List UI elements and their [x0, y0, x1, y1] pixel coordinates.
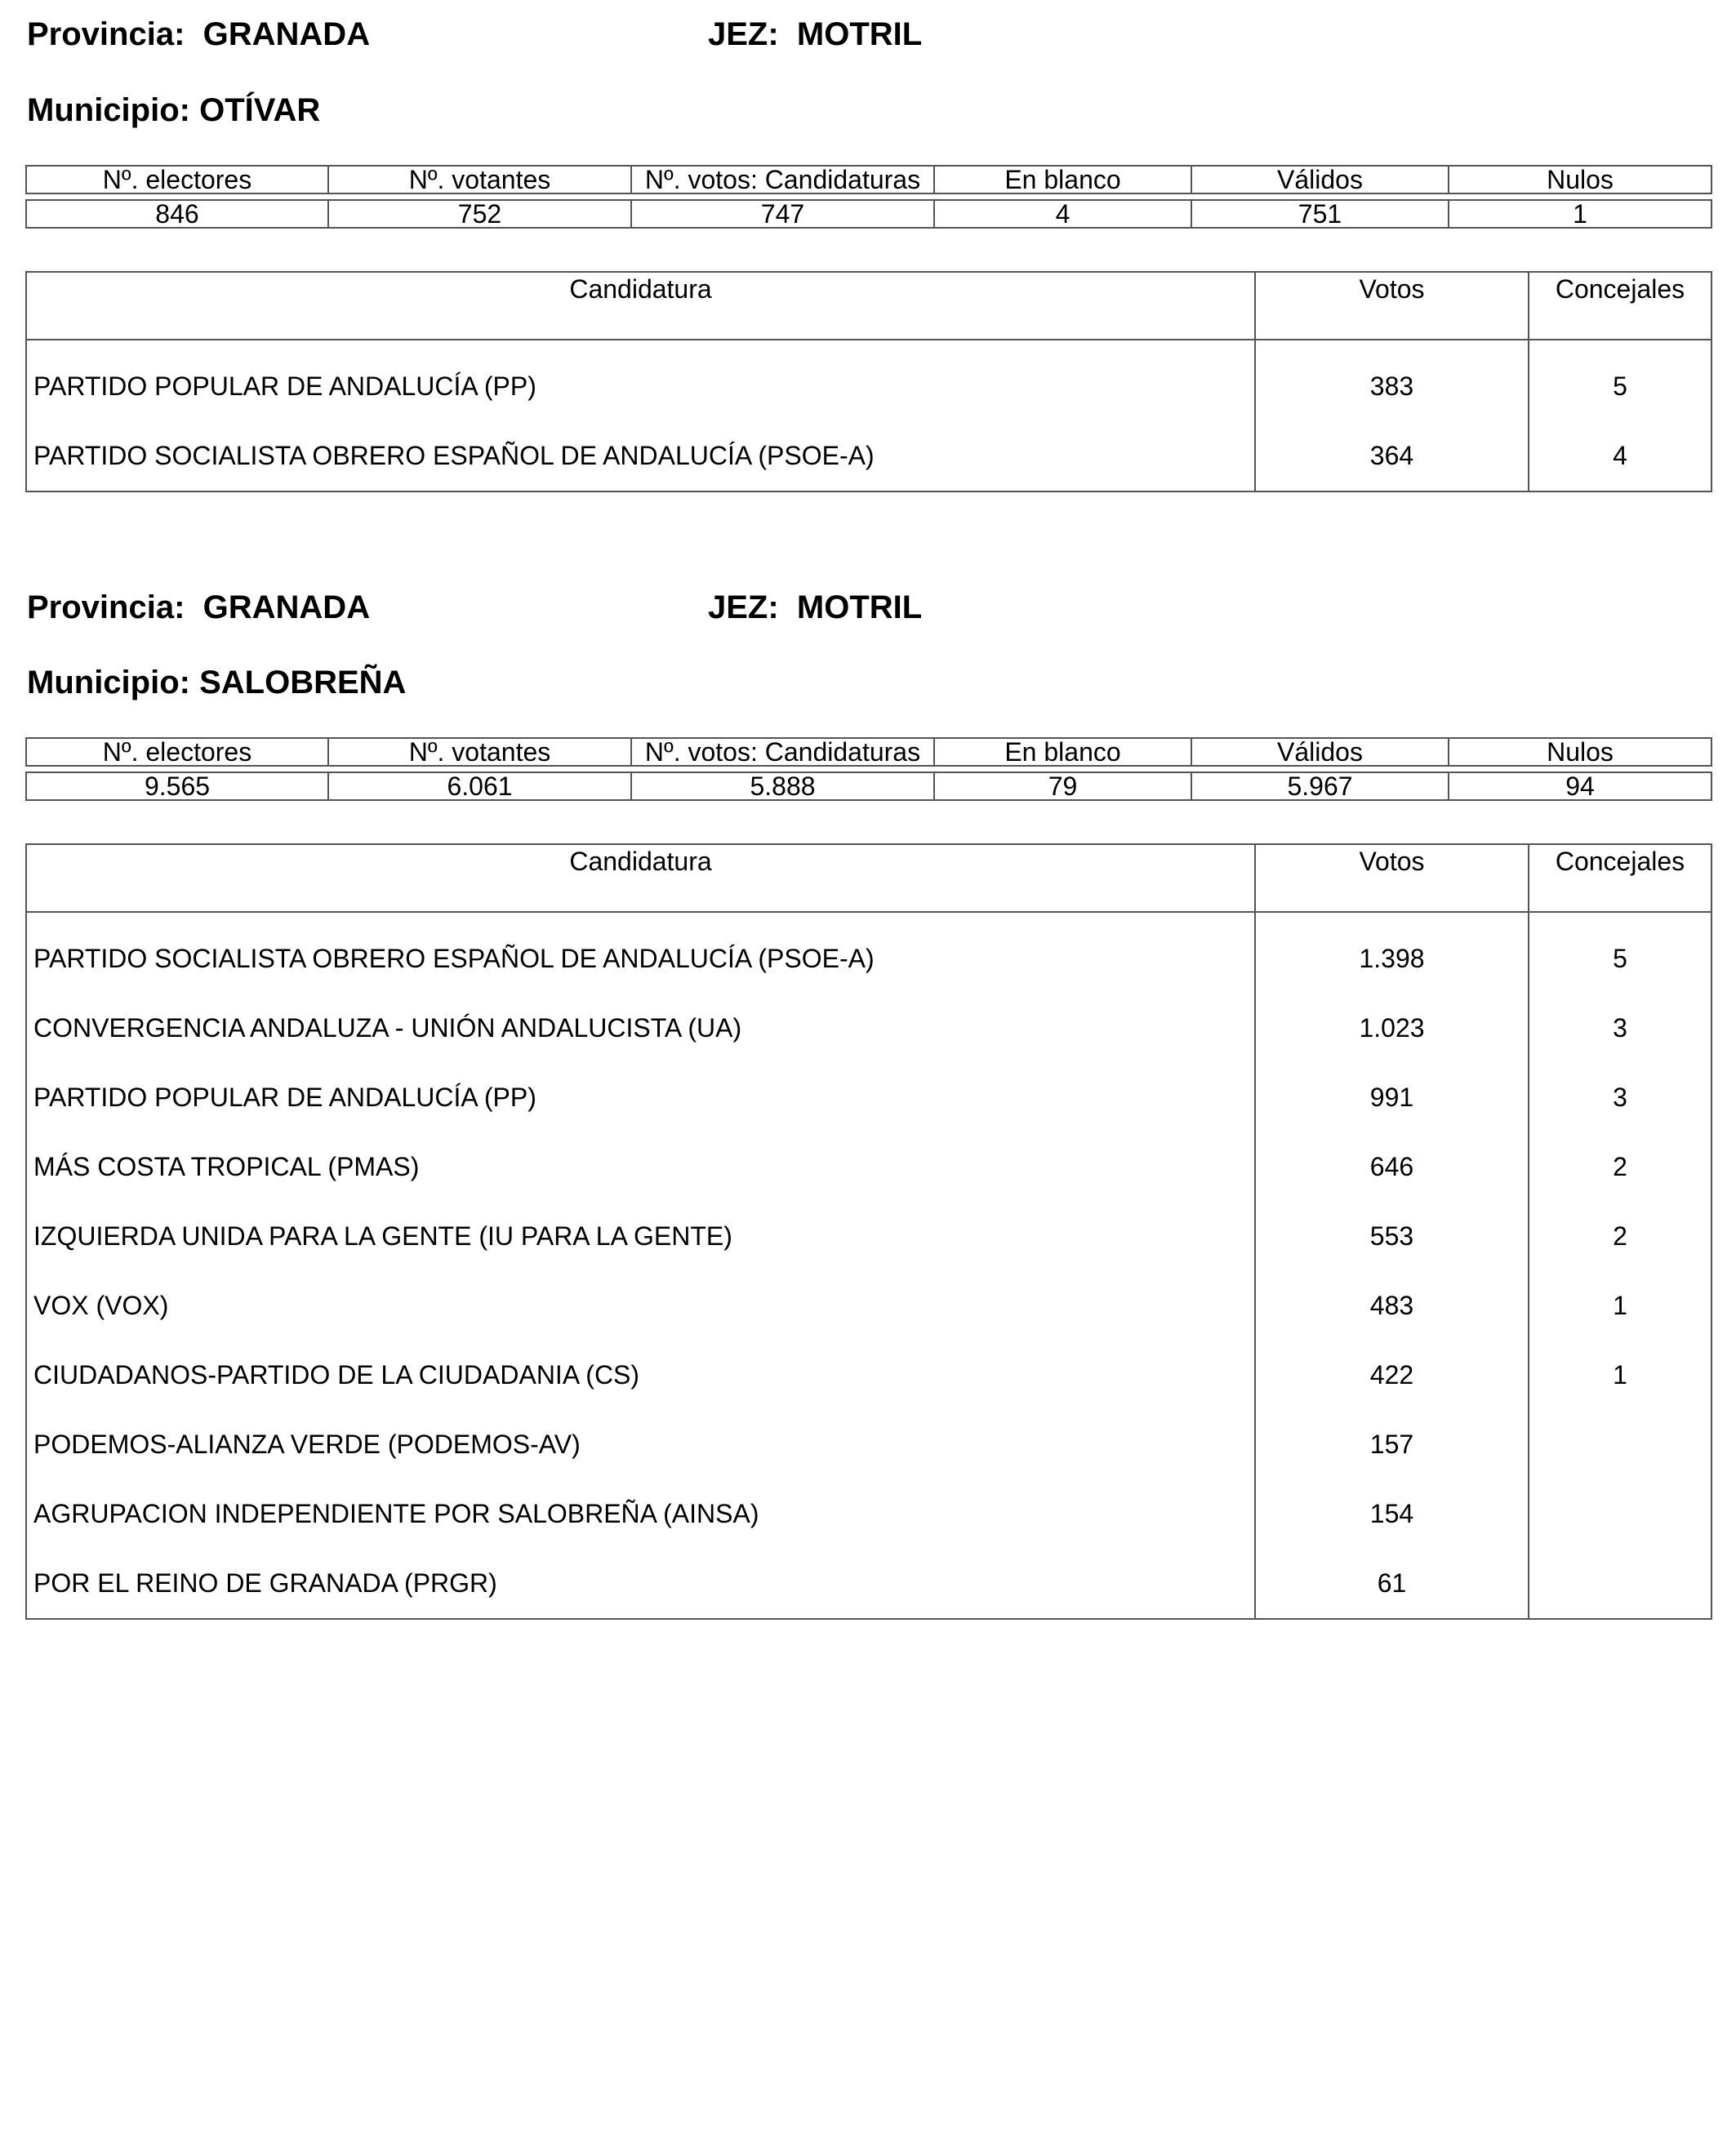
table-row: [26, 1549, 1712, 1619]
cand-concejales: 2: [1613, 1221, 1627, 1251]
cand-header: Votos: [1255, 844, 1529, 912]
table-row: [26, 1132, 1712, 1202]
jez-line: JEZ: MOTRIL: [708, 16, 923, 52]
stat-value: 5.967: [1191, 772, 1449, 800]
cand-votos: 383: [1255, 340, 1529, 421]
cand-concejales: 2: [1613, 1152, 1627, 1181]
section-header: [25, 16, 1711, 65]
table-row: [26, 1271, 1712, 1341]
cand-name: PARTIDO SOCIALISTA OBRERO ESPAÑOL DE ANDALUCÍA (PSOE-A): [26, 912, 1255, 994]
cand-concejales: [1529, 1410, 1712, 1479]
table-row: [26, 1063, 1712, 1132]
cand-concejales: 1: [1613, 1291, 1627, 1320]
stat-header: En blanco: [934, 166, 1191, 193]
municipio-value: OTÍVAR: [199, 92, 321, 128]
cand-votos: 483: [1255, 1271, 1529, 1341]
stat-value: 747: [631, 200, 934, 228]
provincia-value: GRANADA: [203, 589, 371, 625]
cand-header: Concejales: [1529, 272, 1712, 340]
stat-header: En blanco: [934, 738, 1191, 766]
municipio-title: Municipio: SALOBREÑA: [27, 665, 407, 700]
stats-header-row: [26, 738, 1712, 766]
section-salobrena: [25, 589, 1711, 1598]
cand-concejales: [1529, 1549, 1712, 1619]
stat-value: 751: [1191, 200, 1449, 228]
cand-votos: 553: [1255, 1202, 1529, 1271]
cand-name: IZQUIERDA UNIDA PARA LA GENTE (IU PARA LA GENTE): [26, 1202, 1255, 1271]
cand-header: Candidatura: [26, 272, 1255, 340]
table-row: [26, 1410, 1712, 1479]
stat-value: 6.061: [328, 772, 631, 800]
cand-votos: 1.023: [1255, 994, 1529, 1063]
stat-header: Nº. votos: Candidaturas: [631, 738, 934, 766]
table-row: [26, 1341, 1712, 1410]
jez-line: JEZ: MOTRIL: [708, 589, 923, 625]
stat-header: Válidos: [1191, 166, 1449, 193]
stat-header: Nº. electores: [26, 738, 328, 766]
cand-votos: 364: [1255, 421, 1529, 491]
table-row: [26, 340, 1712, 421]
cand-concejales: 5: [1613, 944, 1627, 973]
provincia-value: GRANADA: [203, 16, 371, 52]
cand-votos: 154: [1255, 1479, 1529, 1549]
cand-votos: 61: [1255, 1549, 1529, 1619]
cand-header: Votos: [1255, 272, 1529, 340]
stat-value: 1: [1449, 200, 1712, 228]
cand-header-row: [26, 844, 1712, 912]
stat-header: Nº. votantes: [328, 166, 631, 193]
section-otivar: [25, 16, 1711, 470]
cand-concejales: 4: [1613, 441, 1627, 470]
stats-header-row: [26, 166, 1712, 193]
stat-header: Válidos: [1191, 738, 1449, 766]
provincia-line: Provincia: GRANADA: [27, 16, 371, 52]
section-header: [25, 589, 1711, 638]
cand-votos: 422: [1255, 1341, 1529, 1410]
cand-concejales: 5: [1613, 371, 1627, 401]
cand-name: AGRUPACION INDEPENDIENTE POR SALOBREÑA (AINSA): [26, 1479, 1255, 1549]
stats-value-row: [26, 200, 1712, 228]
cand-votos: 646: [1255, 1132, 1529, 1202]
cand-name: PODEMOS-ALIANZA VERDE (PODEMOS-AV): [26, 1410, 1255, 1479]
provincia-line: Provincia: GRANADA: [27, 589, 371, 625]
cand-name: PARTIDO POPULAR DE ANDALUCÍA (PP): [26, 340, 1255, 421]
jez-value: MOTRIL: [796, 16, 923, 52]
table-row: [26, 421, 1712, 491]
cand-header: Concejales: [1529, 844, 1712, 912]
table-row: [26, 994, 1712, 1063]
cand-votos: 157: [1255, 1410, 1529, 1479]
municipio-title: Municipio: OTÍVAR: [27, 92, 321, 128]
cand-name: PARTIDO POPULAR DE ANDALUCÍA (PP): [26, 1063, 1255, 1132]
cand-header: Candidatura: [26, 844, 1255, 912]
stat-value: 752: [328, 200, 631, 228]
jez-value: MOTRIL: [796, 589, 923, 625]
table-row: [26, 1479, 1712, 1549]
cand-name: MÁS COSTA TROPICAL (PMAS): [26, 1132, 1255, 1202]
table-row: [26, 912, 1712, 994]
stat-value: 5.888: [631, 772, 934, 800]
stats-table: [25, 737, 1712, 801]
table-row: [26, 1202, 1712, 1271]
stat-value: 9.565: [26, 772, 328, 800]
stat-header: Nulos: [1449, 166, 1712, 193]
cand-name: PARTIDO SOCIALISTA OBRERO ESPAÑOL DE ANDALUCÍA (PSOE-A): [26, 421, 1255, 491]
cand-votos: 991: [1255, 1063, 1529, 1132]
stat-value: 79: [934, 772, 1191, 800]
cand-votos: 1.398: [1255, 912, 1529, 994]
candidaturas-table: [25, 271, 1712, 492]
cand-concejales: 1: [1613, 1360, 1627, 1390]
stat-value: 4: [934, 200, 1191, 228]
stat-header: Nº. votos: Candidaturas: [631, 166, 934, 193]
cand-name: CONVERGENCIA ANDALUZA - UNIÓN ANDALUCISTA (UA): [26, 994, 1255, 1063]
stat-value: 94: [1449, 772, 1712, 800]
cand-concejales: 3: [1613, 1013, 1627, 1043]
cand-name: POR EL REINO DE GRANADA (PRGR): [26, 1549, 1255, 1619]
stat-value: 846: [26, 200, 328, 228]
stat-header: Nº. electores: [26, 166, 328, 193]
stats-table: [25, 165, 1712, 229]
stat-header: Nº. votantes: [328, 738, 631, 766]
stat-header: Nulos: [1449, 738, 1712, 766]
cand-name: VOX (VOX): [26, 1271, 1255, 1341]
cand-name: CIUDADANOS-PARTIDO DE LA CIUDADANIA (CS): [26, 1341, 1255, 1410]
cand-concejales: [1529, 1479, 1712, 1549]
cand-header-row: [26, 272, 1712, 340]
municipio-value: SALOBREÑA: [199, 665, 407, 700]
stats-value-row: [26, 772, 1712, 800]
candidaturas-table: [25, 843, 1712, 1620]
cand-concejales: 3: [1613, 1083, 1627, 1112]
